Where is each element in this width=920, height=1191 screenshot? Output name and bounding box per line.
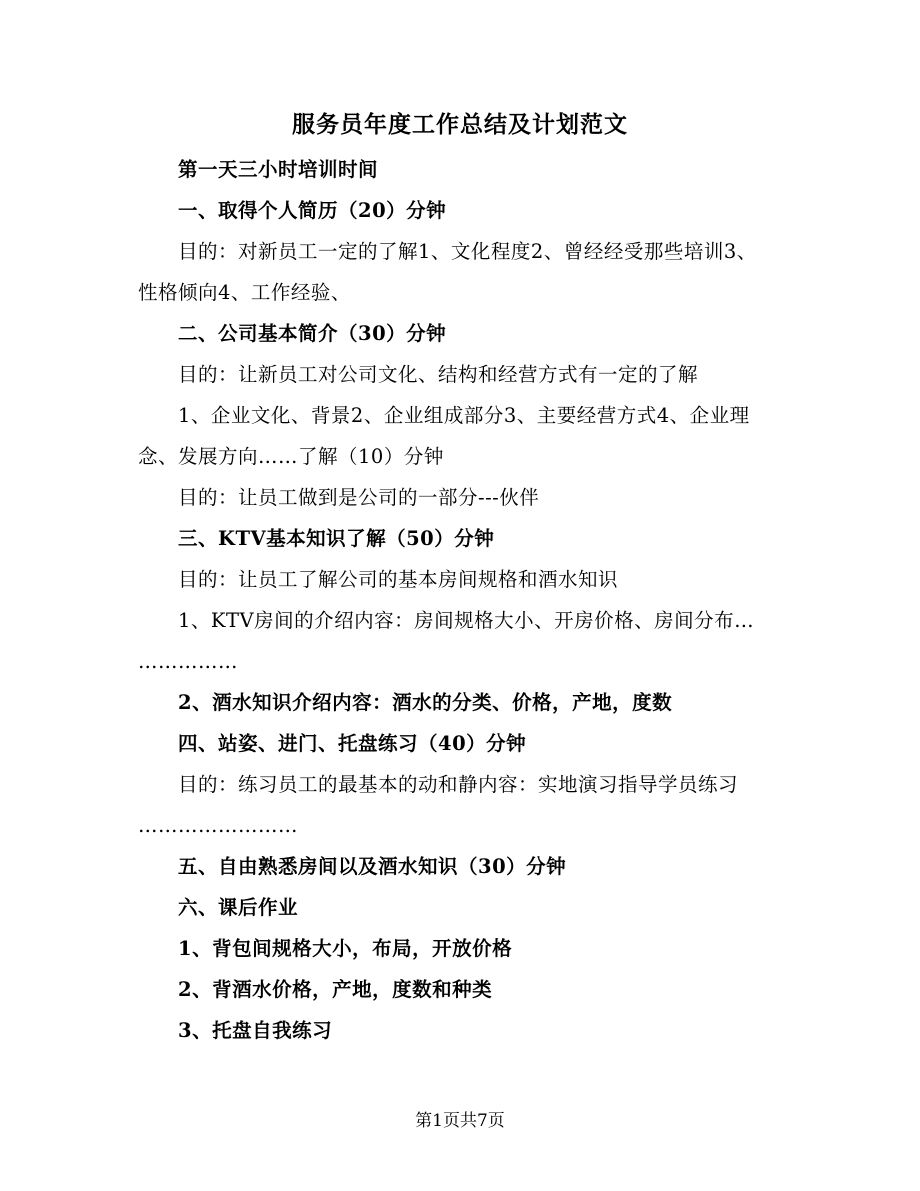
section-heading: 四、站姿、进门、托盘练习（40）分钟 — [178, 732, 527, 755]
list-item: 2、背酒水价格，产地，度数和种类 — [178, 978, 493, 1001]
paragraph-line: 目的：对新员工一定的了解1、文化程度2、曾经经受那些培训3、 — [178, 240, 757, 263]
section-heading: 六、课后作业 — [178, 896, 299, 919]
paragraph-line: …………………… — [138, 814, 298, 837]
page-indicator: 第1页共7页 — [415, 1111, 505, 1131]
paragraph-line: 1、KTV房间的介绍内容：房间规格大小、开房价格、房间分布… — [178, 609, 755, 632]
section-heading: 三、KTV基本知识了解（50）分钟 — [178, 527, 495, 550]
paragraph-line: 目的：让员工了解公司的基本房间规格和酒水知识 — [178, 568, 619, 591]
list-item: 3、托盘自我练习 — [178, 1019, 333, 1042]
paragraph-line: 目的：让员工做到是公司的一部分---伙伴 — [178, 486, 540, 509]
section-heading: 第一天三小时培训时间 — [178, 158, 379, 181]
paragraph-line: …………… — [138, 650, 238, 673]
paragraph-line: 2、酒水知识介绍内容：酒水的分类、价格，产地，度数 — [178, 691, 673, 714]
section-heading: 五、自由熟悉房间以及酒水知识（30）分钟 — [178, 855, 567, 878]
section-heading: 二、公司基本简介（30）分钟 — [178, 322, 447, 345]
paragraph-line: 念、发展方向……了解（10）分钟 — [138, 445, 444, 468]
paragraph-line: 性格倾向4、工作经验、 — [138, 281, 351, 304]
paragraph-line: 目的：练习员工的最基本的动和静内容：实地演习指导学员练习 — [178, 773, 739, 796]
list-item: 1、背包间规格大小，布局，开放价格 — [178, 937, 513, 960]
paragraph-line: 目的：让新员工对公司文化、结构和经营方式有一定的了解 — [178, 363, 699, 386]
paragraph-line: 1、企业文化、背景2、企业组成部分3、主要经营方式4、企业理 — [178, 404, 750, 427]
document-title: 服务员年度工作总结及计划范文 — [292, 111, 628, 138]
section-heading: 一、取得个人简历（20）分钟 — [178, 199, 447, 222]
